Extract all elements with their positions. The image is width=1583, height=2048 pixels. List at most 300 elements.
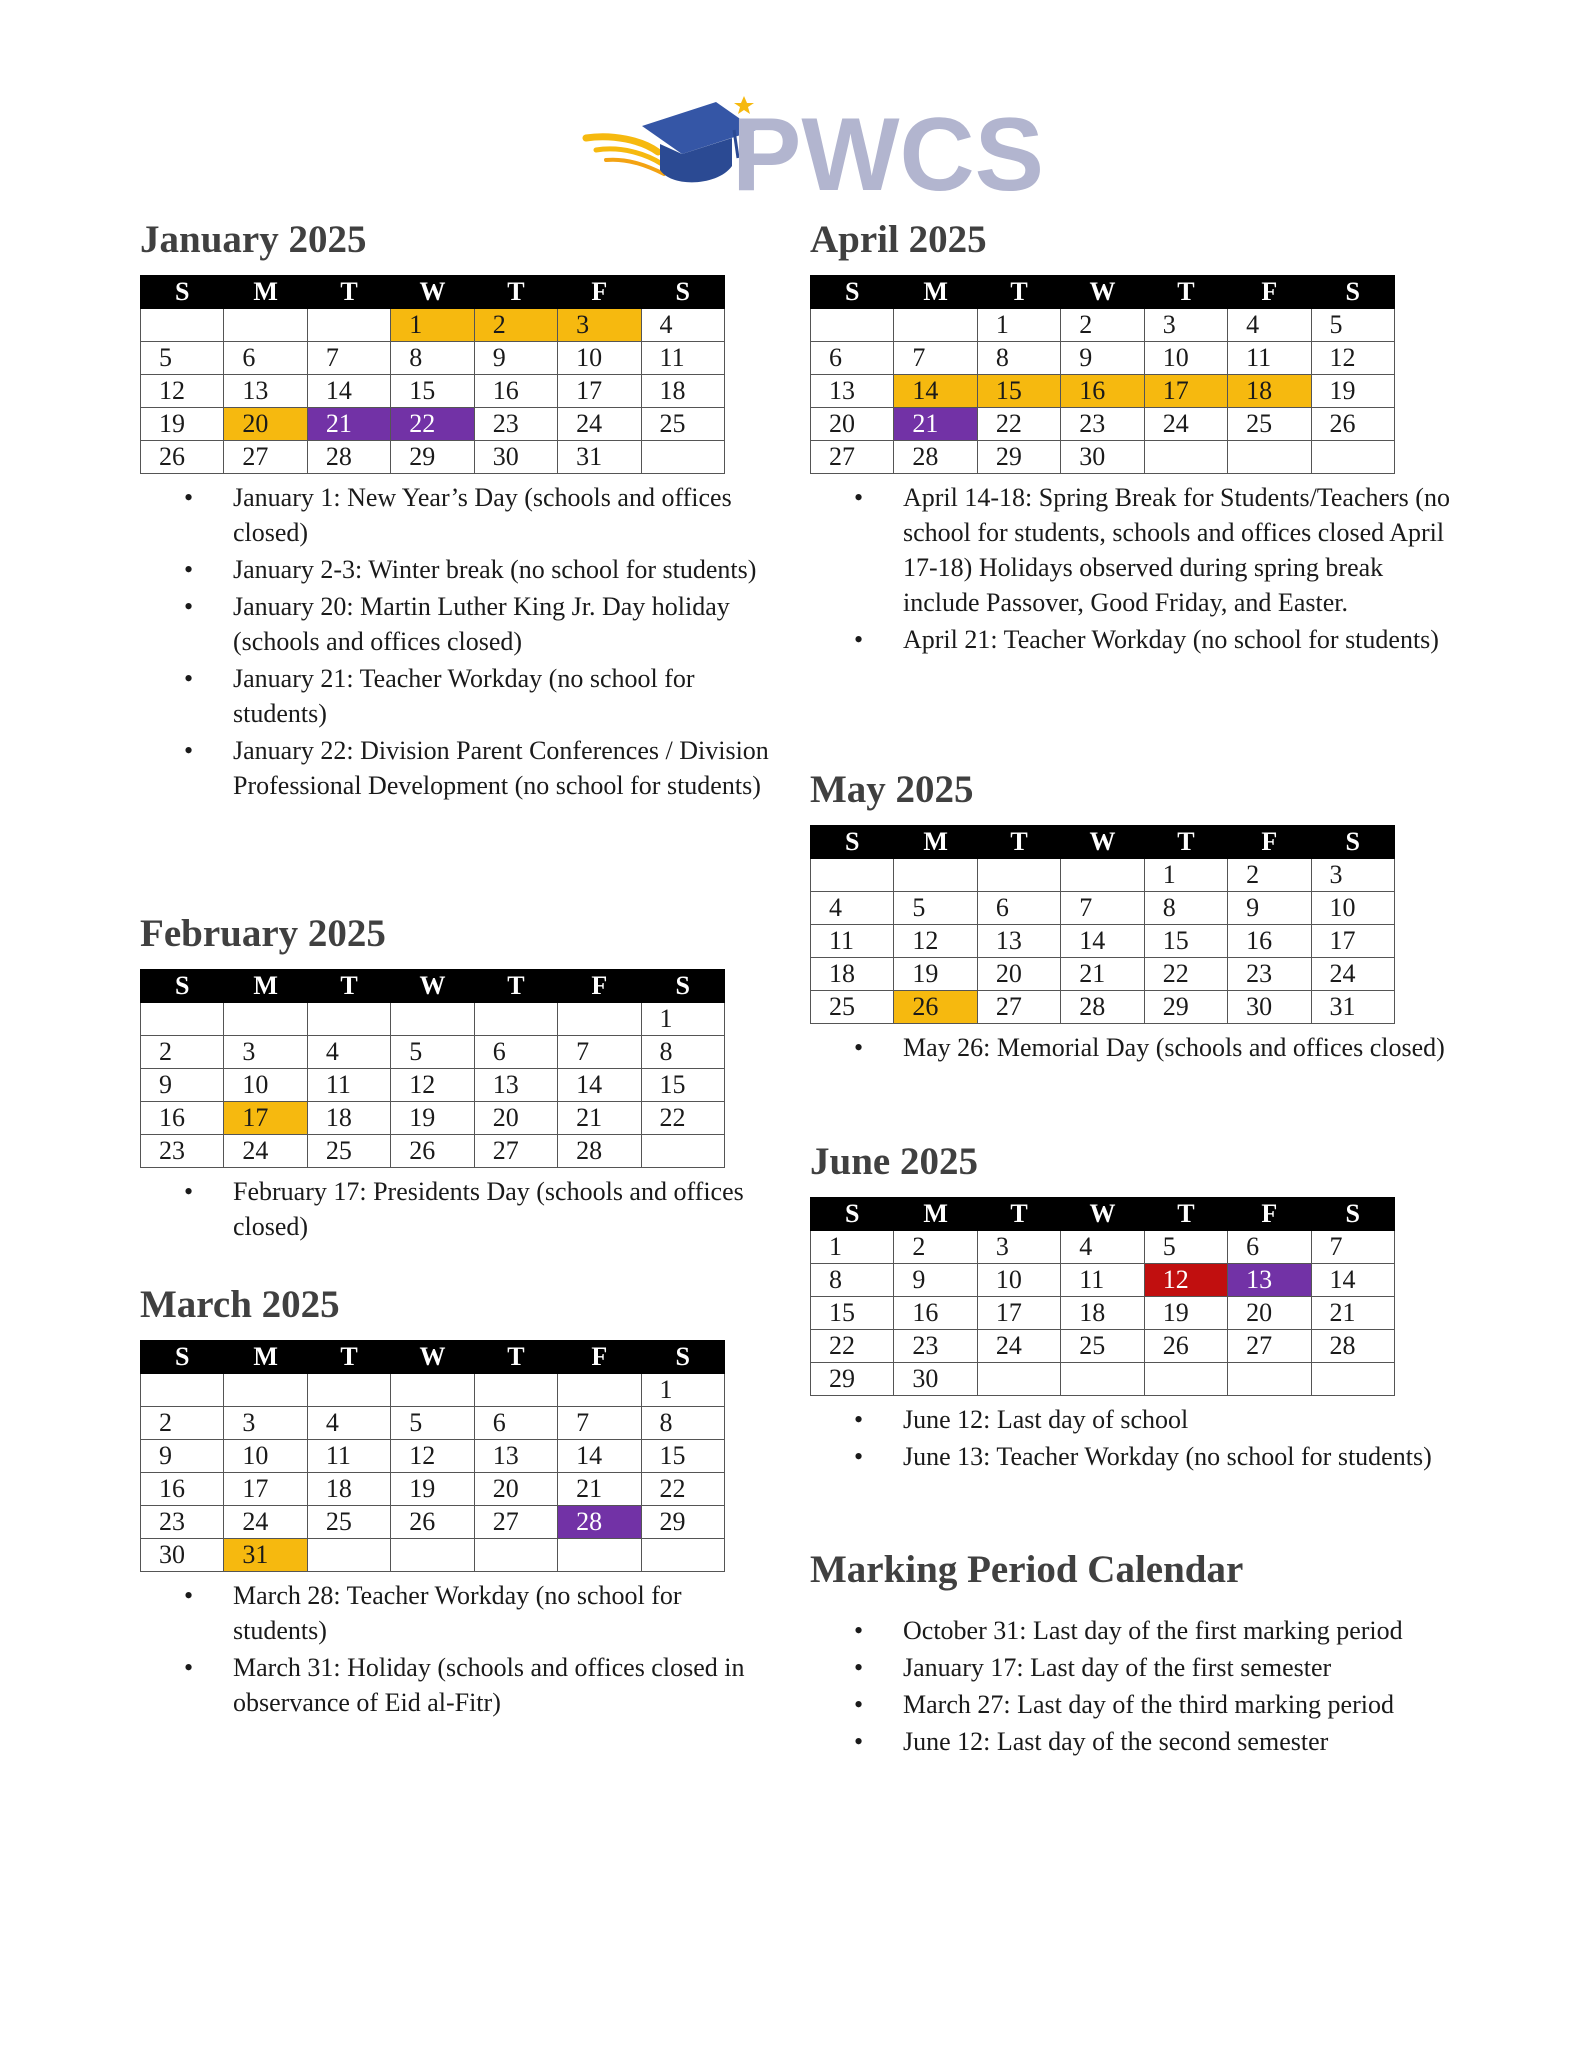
day-cell: 3 [977,1231,1060,1264]
week-row [811,1231,1395,1264]
note-item: • January 21: Teacher Workday (no school for students) [140,661,780,731]
day-cell: 30 [1228,991,1311,1024]
week-row [141,1102,725,1135]
day-cell: 29 [391,441,474,474]
day-cell: 13 [474,1069,557,1102]
weekday-header-row [811,1198,1395,1231]
day-cell: 24 [224,1506,307,1539]
empty-cell [1228,1363,1311,1396]
day-cell: 13 [1228,1264,1311,1297]
week-row [141,309,725,342]
note-item: • June 12: Last day of school [810,1402,1450,1437]
weekday-header: T [474,276,557,309]
weekday-header: S [1311,1198,1394,1231]
week-row [141,1135,725,1168]
day-cell: 29 [977,441,1060,474]
day-cell: 26 [391,1506,474,1539]
day-cell: 14 [558,1440,641,1473]
weekday-header: F [1228,826,1311,859]
day-cell: 14 [894,375,977,408]
day-cell: 1 [391,309,474,342]
month-notes [810,480,1450,657]
note-item: • March 31: Holiday (schools and offices closed in observance of Eid al-Fitr) [140,1650,780,1720]
empty-cell [894,859,977,892]
day-cell: 15 [1144,925,1227,958]
day-cell: 11 [1061,1264,1144,1297]
day-cell: 5 [894,892,977,925]
week-row [811,375,1395,408]
empty-cell [224,309,307,342]
week-row [141,342,725,375]
day-cell: 8 [391,342,474,375]
day-cell: 13 [977,925,1060,958]
graduation-cap-icon [586,96,756,182]
day-cell: 5 [141,342,224,375]
day-cell: 6 [474,1407,557,1440]
day-cell: 24 [224,1135,307,1168]
day-cell: 20 [474,1473,557,1506]
day-cell: 21 [307,408,390,441]
empty-cell [141,1003,224,1036]
day-cell: 8 [1144,892,1227,925]
weekday-header: S [811,276,894,309]
empty-cell [1311,441,1394,474]
section-title: Marking Period Calendar [810,1548,1244,1591]
weekday-header: W [391,1341,474,1374]
day-cell: 19 [1311,375,1394,408]
empty-cell [641,1135,724,1168]
day-cell: 25 [307,1135,390,1168]
day-cell: 11 [307,1440,390,1473]
week-row [811,309,1395,342]
note-item: • February 17: Presidents Day (schools and offices closed) [140,1174,780,1244]
day-cell: 20 [977,958,1060,991]
day-cell: 2 [141,1036,224,1069]
day-cell: 9 [141,1069,224,1102]
note-item: • January 1: New Year’s Day (schools and offices closed) [140,480,780,550]
day-cell: 1 [641,1003,724,1036]
day-cell: 25 [1061,1330,1144,1363]
day-cell: 7 [307,342,390,375]
week-row [141,1440,725,1473]
empty-cell [307,1374,390,1407]
marking-period-section [810,1545,1450,1761]
empty-cell [474,1374,557,1407]
day-cell: 24 [977,1330,1060,1363]
day-cell: 8 [811,1264,894,1297]
day-cell: 3 [224,1036,307,1069]
week-row [141,375,725,408]
day-cell: 16 [1061,375,1144,408]
day-cell: 22 [391,408,474,441]
empty-cell [474,1003,557,1036]
day-cell: 31 [558,441,641,474]
day-cell: 18 [1228,375,1311,408]
day-cell: 2 [1228,859,1311,892]
month-notes [810,1402,1450,1474]
day-cell: 28 [558,1506,641,1539]
day-cell: 2 [141,1407,224,1440]
month-title: March 2025 [140,1283,340,1326]
day-cell: 11 [811,925,894,958]
empty-cell [558,1003,641,1036]
day-cell: 7 [1061,892,1144,925]
week-row [811,408,1395,441]
day-cell: 17 [224,1473,307,1506]
weekday-header: T [307,970,390,1003]
day-cell: 10 [1311,892,1394,925]
day-cell: 6 [1228,1231,1311,1264]
empty-cell [141,1374,224,1407]
day-cell: 15 [641,1069,724,1102]
week-row [141,408,725,441]
day-cell: 2 [894,1231,977,1264]
empty-cell [141,309,224,342]
day-cell: 27 [977,991,1060,1024]
day-cell: 15 [811,1297,894,1330]
note-item: • January 17: Last day of the first semester [810,1650,1450,1685]
week-row [811,441,1395,474]
note-item: • January 20: Martin Luther King Jr. Day holiday (schools and offices closed) [140,589,780,659]
week-row [141,1473,725,1506]
empty-cell [1311,1363,1394,1396]
weekday-header: W [1061,826,1144,859]
empty-cell [1144,1363,1227,1396]
weekday-header: M [224,1341,307,1374]
day-cell: 10 [1144,342,1227,375]
week-row [141,441,725,474]
month-march [140,1280,780,1722]
day-cell: 23 [1228,958,1311,991]
empty-cell [1061,859,1144,892]
note-item: • January 22: Division Parent Conferences / Division Professional Development (no school for students) [140,733,780,803]
weekday-header-row [811,826,1395,859]
note-item: • March 28: Teacher Workday (no school for students) [140,1578,780,1648]
weekday-header: S [641,276,724,309]
day-cell: 3 [1311,859,1394,892]
day-cell: 14 [558,1069,641,1102]
empty-cell [307,1003,390,1036]
day-cell: 4 [811,892,894,925]
day-cell: 14 [1061,925,1144,958]
weekday-header: S [141,970,224,1003]
month-title: June 2025 [810,1140,978,1183]
day-cell: 14 [1311,1264,1394,1297]
day-cell: 30 [894,1363,977,1396]
day-cell: 29 [641,1506,724,1539]
day-cell: 12 [894,925,977,958]
weekday-header: S [811,1198,894,1231]
day-cell: 8 [641,1036,724,1069]
weekday-header: S [1311,276,1394,309]
calendar-grid [810,275,1395,474]
weekday-header-row [141,970,725,1003]
day-cell: 20 [224,408,307,441]
empty-cell [894,309,977,342]
day-cell: 20 [1228,1297,1311,1330]
weekday-header: T [474,1341,557,1374]
empty-cell [474,1539,557,1572]
empty-cell [558,1539,641,1572]
day-cell: 14 [307,375,390,408]
day-cell: 21 [1311,1297,1394,1330]
note-item: • October 31: Last day of the first marking period [810,1613,1450,1648]
empty-cell [558,1374,641,1407]
day-cell: 27 [811,441,894,474]
weekday-header: M [894,1198,977,1231]
weekday-header: T [1144,1198,1227,1231]
week-row [811,1264,1395,1297]
week-row [811,958,1395,991]
day-cell: 7 [1311,1231,1394,1264]
empty-cell [307,1539,390,1572]
day-cell: 26 [141,441,224,474]
day-cell: 31 [224,1539,307,1572]
weekday-header: F [558,970,641,1003]
day-cell: 16 [474,375,557,408]
day-cell: 1 [977,309,1060,342]
day-cell: 18 [307,1102,390,1135]
empty-cell [641,1539,724,1572]
note-item: • January 2-3: Winter break (no school for students) [140,552,780,587]
day-cell: 5 [391,1407,474,1440]
day-cell: 18 [811,958,894,991]
month-february [140,909,780,1246]
day-cell: 24 [1144,408,1227,441]
week-row [141,1506,725,1539]
day-cell: 1 [641,1374,724,1407]
day-cell: 3 [1144,309,1227,342]
day-cell: 22 [1144,958,1227,991]
day-cell: 6 [224,342,307,375]
week-row [811,1297,1395,1330]
empty-cell [811,309,894,342]
weekday-header: M [224,276,307,309]
day-cell: 29 [1144,991,1227,1024]
empty-cell [1061,1363,1144,1396]
note-item: • June 13: Teacher Workday (no school for students) [810,1439,1450,1474]
day-cell: 15 [391,375,474,408]
day-cell: 10 [977,1264,1060,1297]
day-cell: 9 [1061,342,1144,375]
weekday-header: T [474,970,557,1003]
month-notes [140,480,780,803]
weekday-header: W [1061,276,1144,309]
empty-cell [224,1003,307,1036]
weekday-header: F [558,1341,641,1374]
weekday-header: S [641,970,724,1003]
day-cell: 30 [141,1539,224,1572]
empty-cell [977,1363,1060,1396]
note-item: • June 12: Last day of the second semester [810,1724,1450,1759]
day-cell: 22 [977,408,1060,441]
week-row [811,342,1395,375]
day-cell: 30 [474,441,557,474]
marking-period-list [810,1613,1450,1759]
day-cell: 4 [641,309,724,342]
day-cell: 24 [558,408,641,441]
day-cell: 26 [1311,408,1394,441]
day-cell: 4 [307,1036,390,1069]
day-cell: 23 [141,1135,224,1168]
week-row [811,991,1395,1024]
month-title: April 2025 [810,218,987,261]
day-cell: 12 [1144,1264,1227,1297]
day-cell: 19 [894,958,977,991]
weekday-header: T [977,1198,1060,1231]
day-cell: 25 [307,1506,390,1539]
month-notes [810,1030,1450,1065]
day-cell: 1 [1144,859,1227,892]
month-notes [140,1578,780,1720]
day-cell: 15 [977,375,1060,408]
day-cell: 5 [1144,1231,1227,1264]
day-cell: 21 [1061,958,1144,991]
day-cell: 23 [141,1506,224,1539]
day-cell: 28 [1311,1330,1394,1363]
calendar-grid [140,969,725,1168]
weekday-header-row [141,276,725,309]
day-cell: 17 [224,1102,307,1135]
note-item: • April 14-18: Spring Break for Students/Teachers (no school for students, schools and offices closed April 17-18) Holidays observed during spring break include Passover, Good Friday, and Easter. [810,480,1450,620]
day-cell: 12 [1311,342,1394,375]
empty-cell [224,1374,307,1407]
day-cell: 6 [474,1036,557,1069]
day-cell: 17 [558,375,641,408]
day-cell: 8 [641,1407,724,1440]
day-cell: 12 [391,1069,474,1102]
day-cell: 9 [141,1440,224,1473]
day-cell: 7 [894,342,977,375]
empty-cell [391,1374,474,1407]
weekday-header: F [558,276,641,309]
day-cell: 16 [141,1102,224,1135]
month-january [140,215,780,805]
weekday-header: T [977,276,1060,309]
day-cell: 16 [894,1297,977,1330]
weekday-header: S [141,1341,224,1374]
weekday-header: F [1228,1198,1311,1231]
weekday-header-row [811,276,1395,309]
day-cell: 11 [1228,342,1311,375]
day-cell: 5 [1311,309,1394,342]
week-row [811,1363,1395,1396]
day-cell: 17 [1311,925,1394,958]
day-cell: 4 [1228,309,1311,342]
day-cell: 22 [811,1330,894,1363]
week-row [141,1003,725,1036]
week-row [811,859,1395,892]
day-cell: 2 [474,309,557,342]
day-cell: 26 [1144,1330,1227,1363]
day-cell: 7 [558,1036,641,1069]
day-cell: 27 [224,441,307,474]
week-row [141,1374,725,1407]
weekday-header: M [894,826,977,859]
day-cell: 10 [224,1069,307,1102]
day-cell: 27 [474,1135,557,1168]
day-cell: 28 [894,441,977,474]
day-cell: 22 [641,1473,724,1506]
day-cell: 21 [558,1102,641,1135]
empty-cell [391,1003,474,1036]
day-cell: 26 [391,1135,474,1168]
day-cell: 11 [307,1069,390,1102]
day-cell: 7 [558,1407,641,1440]
day-cell: 18 [1061,1297,1144,1330]
day-cell: 4 [1061,1231,1144,1264]
weekday-header: W [391,970,474,1003]
week-row [141,1539,725,1572]
weekday-header: T [1144,276,1227,309]
empty-cell [307,309,390,342]
day-cell: 19 [1144,1297,1227,1330]
weekday-header-row [141,1341,725,1374]
empty-cell [391,1539,474,1572]
day-cell: 3 [558,309,641,342]
note-item: • April 21: Teacher Workday (no school for students) [810,622,1450,657]
day-cell: 8 [977,342,1060,375]
pwcs-logo [582,88,1044,213]
week-row [811,892,1395,925]
empty-cell [641,441,724,474]
day-cell: 27 [1228,1330,1311,1363]
day-cell: 27 [474,1506,557,1539]
day-cell: 28 [1061,991,1144,1024]
day-cell: 10 [558,342,641,375]
day-cell: 13 [474,1440,557,1473]
day-cell: 19 [391,1473,474,1506]
calendar-grid [140,275,725,474]
calendar-grid [140,1340,725,1572]
day-cell: 9 [894,1264,977,1297]
day-cell: 19 [141,408,224,441]
day-cell: 4 [307,1407,390,1440]
weekday-header: W [391,276,474,309]
day-cell: 22 [641,1102,724,1135]
note-item: • May 26: Memorial Day (schools and offices closed) [810,1030,1450,1065]
weekday-header: T [1144,826,1227,859]
day-cell: 16 [1228,925,1311,958]
empty-cell [811,859,894,892]
day-cell: 17 [977,1297,1060,1330]
week-row [811,925,1395,958]
week-row [141,1069,725,1102]
day-cell: 15 [641,1440,724,1473]
day-cell: 6 [811,342,894,375]
day-cell: 11 [641,342,724,375]
day-cell: 9 [1228,892,1311,925]
weekday-header: S [1311,826,1394,859]
day-cell: 30 [1061,441,1144,474]
weekday-header: W [1061,1198,1144,1231]
day-cell: 23 [1061,408,1144,441]
calendar-grid [810,825,1395,1024]
weekday-header: T [307,276,390,309]
weekday-header: S [641,1341,724,1374]
day-cell: 18 [307,1473,390,1506]
weekday-header: S [811,826,894,859]
empty-cell [977,859,1060,892]
day-cell: 1 [811,1231,894,1264]
month-may [810,765,1450,1067]
weekday-header: M [894,276,977,309]
day-cell: 6 [977,892,1060,925]
day-cell: 31 [1311,991,1394,1024]
empty-cell [1228,441,1311,474]
day-cell: 2 [1061,309,1144,342]
month-title: February 2025 [140,912,386,955]
